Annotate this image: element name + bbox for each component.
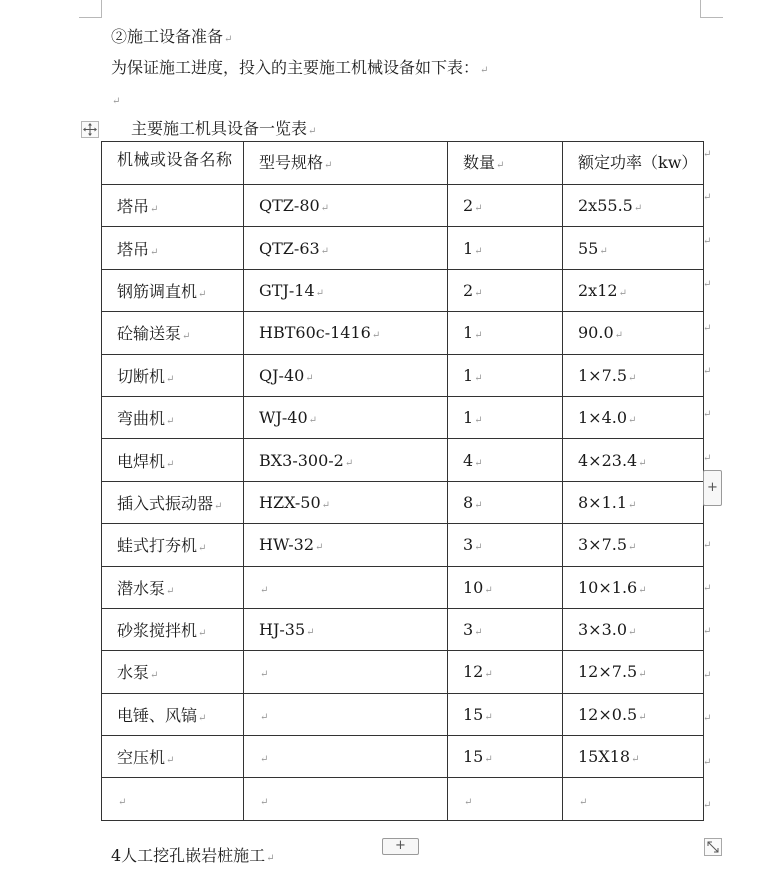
cell-text: 潜水泵 xyxy=(117,578,166,598)
cell-mark: ↵ xyxy=(464,796,473,808)
cell-text: 3×3.0 xyxy=(578,620,628,640)
quantity-cell xyxy=(448,608,563,650)
cell-text: 2 xyxy=(463,196,474,216)
equipment-name-cell xyxy=(102,736,244,778)
cell-mark: ↵ xyxy=(474,330,483,342)
cell-mark: ↵ xyxy=(198,543,207,555)
row-end-mark: ↵ xyxy=(703,366,712,377)
cell-mark: ↵ xyxy=(628,415,637,427)
cell-mark: ↵ xyxy=(182,331,191,343)
paragraph-mark: ↵ xyxy=(308,126,317,137)
table-row xyxy=(102,269,704,311)
cell-text: 15X18 xyxy=(578,747,631,767)
cell-mark: ↵ xyxy=(638,457,647,469)
cell-mark: ↵ xyxy=(118,796,127,808)
quantity-cell xyxy=(448,566,563,608)
equipment-table xyxy=(101,141,704,821)
paragraph-mark: ↵ xyxy=(224,34,233,45)
cell-text: 12×0.5 xyxy=(578,704,638,724)
quantity-cell xyxy=(448,481,563,523)
empty-paragraph xyxy=(111,89,120,112)
cell-text: 空压机 xyxy=(117,748,166,768)
cell-text: 8 xyxy=(463,492,474,512)
cell-text: 3 xyxy=(463,620,474,640)
quantity-cell xyxy=(448,312,563,354)
cell-mark: ↵ xyxy=(150,670,159,682)
paragraph-mark: ↵ xyxy=(112,96,121,107)
cell-text: 砂浆搅拌机 xyxy=(117,621,198,641)
table-row xyxy=(102,608,704,650)
row-end-mark: ↵ xyxy=(703,279,712,291)
paragraph-mark: ↵ xyxy=(266,853,275,864)
table-header-cell xyxy=(448,142,563,185)
cell-text: 3 xyxy=(463,535,474,555)
cell-text: 3×7.5 xyxy=(578,535,628,555)
cell-text: 1×4.0 xyxy=(578,408,628,428)
table-row xyxy=(102,227,704,269)
cell-text: 15 xyxy=(463,747,484,767)
cell-mark: ↵ xyxy=(166,416,175,428)
table-row xyxy=(102,354,704,396)
equipment-name-cell xyxy=(102,396,244,438)
quantity-cell xyxy=(448,396,563,438)
table-row xyxy=(102,566,704,608)
cell-mark: ↵ xyxy=(474,457,483,469)
cell-text: 砼输送泵 xyxy=(117,324,182,344)
cell-text: 90.0 xyxy=(578,323,614,343)
cell-mark: ↵ xyxy=(474,415,483,427)
cell-mark: ↵ xyxy=(474,499,483,511)
cell-text: QTZ-80 xyxy=(259,196,320,216)
cell-text: 2x12 xyxy=(578,280,618,300)
row-end-mark: ↵ xyxy=(703,756,712,768)
cell-text: 2x55.5 xyxy=(578,196,633,216)
cell-mark: ↵ xyxy=(496,160,505,171)
cell-text: 12×7.5 xyxy=(578,662,638,682)
model-cell xyxy=(244,354,448,396)
cell-mark: ↵ xyxy=(628,627,637,639)
power-cell xyxy=(563,608,704,650)
row-end-mark: ↵ xyxy=(703,800,712,811)
add-column-button[interactable]: + xyxy=(703,470,722,506)
table-row xyxy=(102,185,704,227)
cell-mark: ↵ xyxy=(474,245,483,257)
cell-text: 10 xyxy=(463,577,484,597)
cell-text: 插入式振动器 xyxy=(117,493,214,513)
cell-mark: ↵ xyxy=(166,373,175,385)
cell-text: 4×23.4 xyxy=(578,450,638,470)
equipment-name-cell xyxy=(102,608,244,650)
cell-text: WJ-40 xyxy=(259,408,308,428)
row-end-mark: ↵ xyxy=(703,192,712,204)
cell-text: 塔吊 xyxy=(117,197,150,217)
row-end-mark: ↵ xyxy=(703,409,712,421)
row-end-mark: ↵ xyxy=(703,322,712,334)
cell-mark: ↵ xyxy=(474,287,483,299)
power-cell xyxy=(563,524,704,566)
table-header-cell xyxy=(244,142,448,185)
cell-text: 水泵 xyxy=(117,663,150,683)
cell-mark: ↵ xyxy=(320,203,330,215)
cell-mark: ↵ xyxy=(150,204,159,216)
cell-mark: ↵ xyxy=(308,415,318,427)
model-cell xyxy=(244,778,448,820)
model-cell xyxy=(244,693,448,735)
cell-mark: ↵ xyxy=(166,755,175,767)
cell-text: 切断机 xyxy=(117,366,166,386)
cell-mark: ↵ xyxy=(260,669,269,681)
cell-mark: ↵ xyxy=(474,627,483,639)
cell-mark: ↵ xyxy=(599,245,608,257)
model-cell xyxy=(244,608,448,650)
row-end-mark: ↵ xyxy=(703,149,712,160)
cell-text: 1 xyxy=(463,323,474,343)
cell-mark: ↵ xyxy=(474,542,483,554)
cell-text: 蛙式打夯机 xyxy=(117,536,198,556)
cell-mark: ↵ xyxy=(614,330,624,342)
row-end-mark: ↵ xyxy=(703,713,712,725)
quantity-cell xyxy=(448,524,563,566)
cell-mark: ↵ xyxy=(631,754,640,766)
table-row xyxy=(102,651,704,693)
equipment-name-cell xyxy=(102,524,244,566)
cell-text: 1 xyxy=(463,365,474,385)
cell-text: HBT60c-1416 xyxy=(259,323,371,343)
cell-text: QJ-40 xyxy=(259,365,305,385)
power-cell xyxy=(563,736,704,778)
cell-text: 数量 xyxy=(463,153,496,172)
table-row xyxy=(102,481,704,523)
cell-text: 钢筋调直机 xyxy=(117,281,198,301)
model-cell xyxy=(244,185,448,227)
cell-mark: ↵ xyxy=(315,542,324,554)
row-end-mark: ↵ xyxy=(703,452,712,464)
equipment-name-cell xyxy=(102,693,244,735)
cell-text: 型号规格 xyxy=(259,153,324,172)
power-cell xyxy=(563,269,704,311)
cell-mark: ↵ xyxy=(484,584,493,596)
power-cell xyxy=(563,481,704,523)
cell-mark: ↵ xyxy=(344,457,354,469)
cell-text: 15 xyxy=(463,704,484,724)
model-cell xyxy=(244,227,448,269)
cell-text: 塔吊 xyxy=(117,239,150,259)
cell-text: 额定功率（kw） xyxy=(578,153,698,172)
cell-mark: ↵ xyxy=(260,796,269,808)
model-cell xyxy=(244,396,448,438)
model-cell xyxy=(244,736,448,778)
table-row xyxy=(102,312,704,354)
cell-mark: ↵ xyxy=(306,627,315,639)
page-corner-mark-left xyxy=(79,0,102,18)
cell-mark: ↵ xyxy=(214,500,223,512)
cell-mark: ↵ xyxy=(474,203,483,215)
table-resize-handle[interactable] xyxy=(704,838,722,856)
cell-mark: ↵ xyxy=(324,160,333,171)
power-cell xyxy=(563,439,704,481)
table-row xyxy=(102,736,704,778)
cell-mark: ↵ xyxy=(484,754,493,766)
equipment-name-cell xyxy=(102,354,244,396)
row-end-mark: ↵ xyxy=(703,626,712,638)
equipment-name-cell xyxy=(102,566,244,608)
quantity-cell xyxy=(448,269,563,311)
cell-mark: ↵ xyxy=(315,287,325,299)
cell-mark: ↵ xyxy=(474,372,483,384)
row-end-mark: ↵ xyxy=(703,583,712,594)
power-cell xyxy=(563,227,704,269)
section-heading: ②施工设备准备↵ xyxy=(111,27,233,46)
equipment-name-cell xyxy=(102,227,244,269)
cell-text: 12 xyxy=(463,662,484,682)
cell-text: 55 xyxy=(578,238,599,258)
table-caption: 主要施工机具设备一览表↵ xyxy=(131,119,317,138)
table-move-handle[interactable] xyxy=(81,121,99,138)
cell-mark: ↵ xyxy=(484,669,493,681)
table-row xyxy=(102,693,704,735)
cell-text: 1 xyxy=(463,408,474,428)
cell-mark: ↵ xyxy=(628,372,637,384)
cell-mark: ↵ xyxy=(638,584,647,596)
cell-mark: ↵ xyxy=(633,203,643,215)
power-cell xyxy=(563,185,704,227)
equipment-name-cell xyxy=(102,312,244,354)
cell-mark: ↵ xyxy=(198,628,207,640)
quantity-cell xyxy=(448,693,563,735)
row-end-mark: ↵ xyxy=(703,539,712,551)
table-row xyxy=(102,524,704,566)
cell-mark: ↵ xyxy=(198,712,207,724)
cell-text: 2 xyxy=(463,280,474,300)
cell-text: 1 xyxy=(463,238,474,258)
cell-mark: ↵ xyxy=(150,246,159,258)
cell-text: 电焊机 xyxy=(117,451,166,471)
cell-mark: ↵ xyxy=(305,372,314,384)
cell-mark: ↵ xyxy=(198,288,207,300)
cell-mark: ↵ xyxy=(628,499,637,511)
equipment-name-cell xyxy=(102,481,244,523)
model-cell xyxy=(244,481,448,523)
equipment-name-cell xyxy=(102,185,244,227)
power-cell xyxy=(563,566,704,608)
power-cell xyxy=(563,651,704,693)
cell-mark: ↵ xyxy=(320,245,330,257)
footer-paragraph: 4人工挖孔嵌岩桩施工↵ xyxy=(111,846,275,865)
cell-text: BX3-300-2 xyxy=(259,450,344,470)
power-cell xyxy=(563,312,704,354)
model-cell xyxy=(244,269,448,311)
cell-text: 1×7.5 xyxy=(578,365,628,385)
cell-mark: ↵ xyxy=(260,584,269,596)
quantity-cell xyxy=(448,651,563,693)
table-header-row xyxy=(102,142,704,185)
power-cell xyxy=(563,693,704,735)
table-row xyxy=(102,439,704,481)
equipment-name-cell xyxy=(102,269,244,311)
model-cell xyxy=(244,524,448,566)
quantity-cell xyxy=(448,736,563,778)
cell-text: 10×1.6 xyxy=(578,577,638,597)
cell-mark: ↵ xyxy=(484,711,493,723)
cell-mark: ↵ xyxy=(628,542,637,554)
cell-text: HJ-35 xyxy=(259,620,306,640)
cell-text: 4 xyxy=(463,450,474,470)
equipment-name-cell xyxy=(102,439,244,481)
intro-paragraph: 为保证施工进度，投入的主要施工机械设备如下表：↵ xyxy=(111,58,489,77)
quantity-cell xyxy=(448,354,563,396)
cell-text: 机械或设备名称 xyxy=(117,150,233,169)
model-cell xyxy=(244,439,448,481)
power-cell xyxy=(563,778,704,820)
paragraph-mark: ↵ xyxy=(480,65,489,76)
model-cell xyxy=(244,651,448,693)
cell-mark: ↵ xyxy=(579,796,588,808)
cell-mark: ↵ xyxy=(618,287,627,299)
model-cell xyxy=(244,566,448,608)
equipment-name-cell xyxy=(102,778,244,820)
quantity-cell xyxy=(448,227,563,269)
cell-mark: ↵ xyxy=(166,585,175,597)
quantity-cell xyxy=(448,439,563,481)
quantity-cell xyxy=(448,185,563,227)
row-end-mark: ↵ xyxy=(703,235,712,247)
cell-text: QTZ-63 xyxy=(259,238,320,258)
page-corner-mark-right xyxy=(700,0,723,18)
cell-text: HW-32 xyxy=(259,535,314,555)
table-row xyxy=(102,778,704,820)
cell-text: 8×1.1 xyxy=(578,492,628,512)
cell-text: GTJ-14 xyxy=(259,280,315,300)
resize-diagonal-icon xyxy=(705,839,721,855)
power-cell xyxy=(563,354,704,396)
quantity-cell xyxy=(448,778,563,820)
add-row-button[interactable]: + xyxy=(382,838,419,855)
cell-text: 弯曲机 xyxy=(117,409,166,429)
cell-mark: ↵ xyxy=(371,330,381,342)
cell-mark: ↵ xyxy=(638,669,647,681)
cell-mark: ↵ xyxy=(260,711,269,723)
cell-mark: ↵ xyxy=(166,458,175,470)
table-row xyxy=(102,396,704,438)
cell-mark: ↵ xyxy=(321,499,331,511)
equipment-name-cell xyxy=(102,651,244,693)
cell-text: HZX-50 xyxy=(259,492,321,512)
table-header-cell xyxy=(102,142,244,185)
model-cell xyxy=(244,312,448,354)
move-cross-icon xyxy=(83,123,97,136)
cell-mark: ↵ xyxy=(638,711,647,723)
power-cell xyxy=(563,396,704,438)
row-end-mark: ↵ xyxy=(703,669,712,681)
cell-mark: ↵ xyxy=(260,754,269,766)
table-header-cell xyxy=(563,142,704,185)
cell-text: 电锤、风镐 xyxy=(117,705,198,725)
